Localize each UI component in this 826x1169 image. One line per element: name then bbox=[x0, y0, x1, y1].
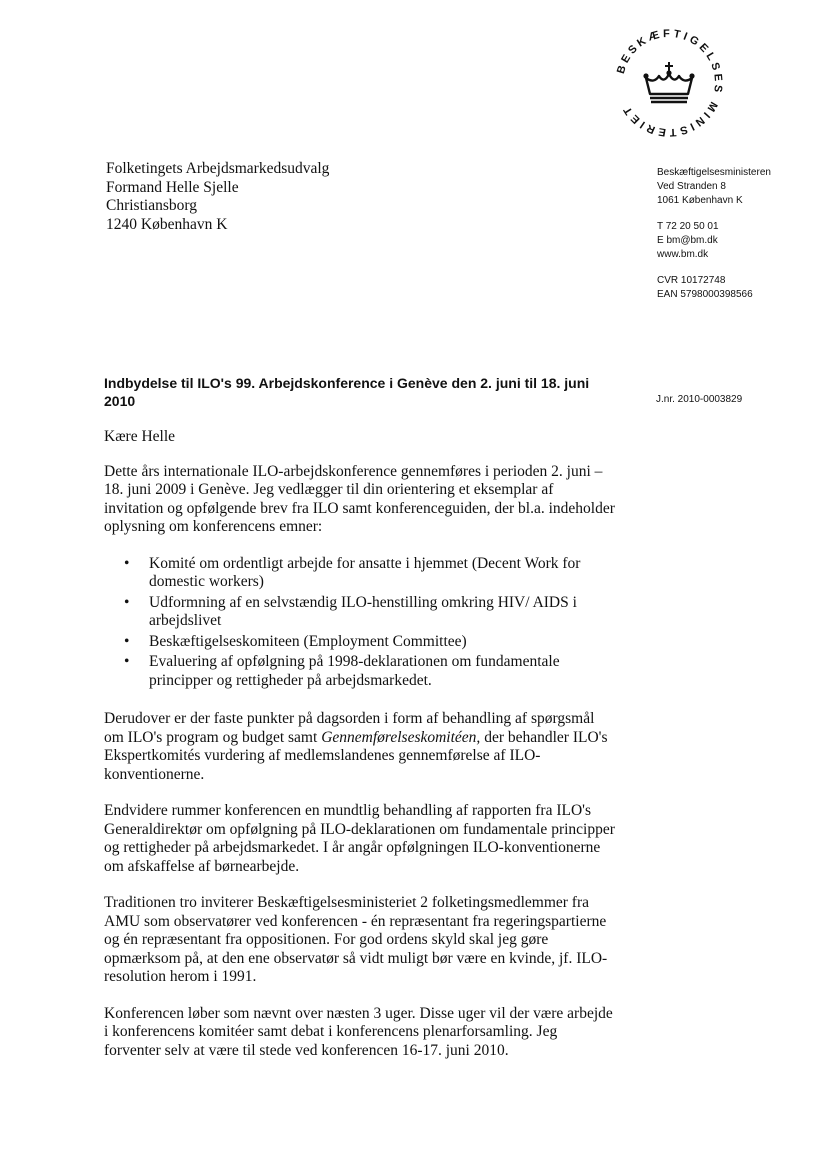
sender-phone: T 72 20 50 01 bbox=[657, 221, 719, 232]
sender-ean: EAN 5798000398566 bbox=[657, 289, 753, 300]
recipient-address bbox=[106, 160, 329, 234]
bullet-icon: • bbox=[124, 593, 130, 611]
letter-body bbox=[104, 428, 616, 1078]
bullet-icon: • bbox=[124, 554, 130, 572]
list-item-text: Udformning af en selvstændig ILO-henstilling omkring HIV/ AIDS i arbejdslivet bbox=[149, 593, 577, 629]
recipient-line: Christiansborg bbox=[106, 197, 197, 214]
sender-email: E bm@bm.dk bbox=[657, 235, 718, 246]
list-item-text: Evaluering af opfølgning på 1998-deklarationen om fundamentale principper og rettigheder på arbejdsmarkedet. bbox=[149, 653, 560, 689]
list-item bbox=[104, 594, 616, 631]
svg-text:BESKÆFTIGELSES MINISTERIET: BESKÆFTIGELSES MINISTERIET bbox=[614, 27, 725, 139]
crown-seal-icon bbox=[604, 18, 734, 148]
list-item-text: Beskæftigelseskomiteen (Employment Committee) bbox=[149, 632, 467, 650]
recipient-line: 1240 København K bbox=[106, 215, 228, 233]
paragraph-observers: Traditionen tro inviterer Beskæftigelsesministeriet 2 folketingsmedlemmer fra AMU som observatører ved konferencen - én repræsentant fra regeringspartierne og én repræsentant fra oppositionen. For god ordens skyld skal jeg gøre opmærksom på, at den ene observatør så vidt muligt bør være en kvinde, jf. ILO-resolution herom i 1991. bbox=[104, 894, 608, 985]
bullet-icon: • bbox=[124, 653, 130, 670]
list-item-text: Komité om ordentligt arbejde for ansatte i hjemmet (Decent Work for domestic workers) bbox=[149, 554, 581, 590]
recipient-line: Formand Helle Sjelle bbox=[106, 178, 239, 196]
sender-cvr: CVR 10172748 bbox=[657, 275, 726, 286]
letter-subject: Indbydelse til ILO's 99. Arbejdskonference i Genève den 2. juni til 18. juni 2010 bbox=[104, 375, 590, 409]
paragraph-text: Derudover er der faste punkter på dagsorden i form af behandling af spørgsmål om ILO's program og budget samt bbox=[104, 710, 595, 746]
list-item bbox=[104, 653, 616, 690]
paragraph-intro: Dette års internationale ILO-arbejdskonference gennemføres i perioden 2. juni – 18. juni 2009 i Genève. Jeg vedlægger til din orientering et eksemplar af invitation og opfølgende brev fra ILO samt konferenceguiden, der bl.a. indeholder oplysning om konferencens emner: bbox=[104, 462, 615, 535]
journal-number: J.nr. 2010-0003829 bbox=[656, 394, 743, 405]
list-item bbox=[104, 555, 616, 592]
sender-name: Beskæftigelsesministeren bbox=[657, 167, 771, 178]
paragraph-agenda bbox=[104, 710, 616, 784]
sender-address bbox=[657, 166, 822, 302]
list-item bbox=[104, 633, 616, 652]
paragraph-text: der behandler ILO's Ekspertkomités vurdering af medlemslandenes gennemførelse af ILO-konventionerne. bbox=[104, 728, 608, 783]
sender-web: www.bm.dk bbox=[657, 249, 709, 260]
salutation: Kære Helle bbox=[104, 428, 176, 445]
sender-city: 1061 København K bbox=[657, 195, 743, 206]
bullet-icon: • bbox=[124, 632, 130, 650]
paragraph-duration: Konferencen løber som nævnt over næsten 3 uger. Disse uger vil der være arbejde i konferencens komitéer samt debat i konferencens plenarforsamling. Jeg forventer selv at være til stede ved konferencen 16-17. juni 2010. bbox=[104, 1004, 613, 1059]
committee-name: Gennemførelseskomitéen, bbox=[321, 728, 481, 746]
ministry-seal-logo bbox=[604, 18, 734, 148]
paragraph-report: Endvidere rummer konferencen en mundtlig behandling af rapporten fra ILO's Generaldirektør om opfølgning på ILO-deklarationen om fundamentale principper og rettigheder på arbejdsmarkedet. I år angår opfølgningen ILO-konventionerne om afskaffelse af børnearbejde. bbox=[104, 802, 615, 875]
sender-street: Ved Stranden 8 bbox=[657, 181, 726, 192]
topic-list bbox=[104, 555, 616, 691]
recipient-line: Folketingets Arbejdsmarkedsudvalg bbox=[106, 160, 330, 177]
